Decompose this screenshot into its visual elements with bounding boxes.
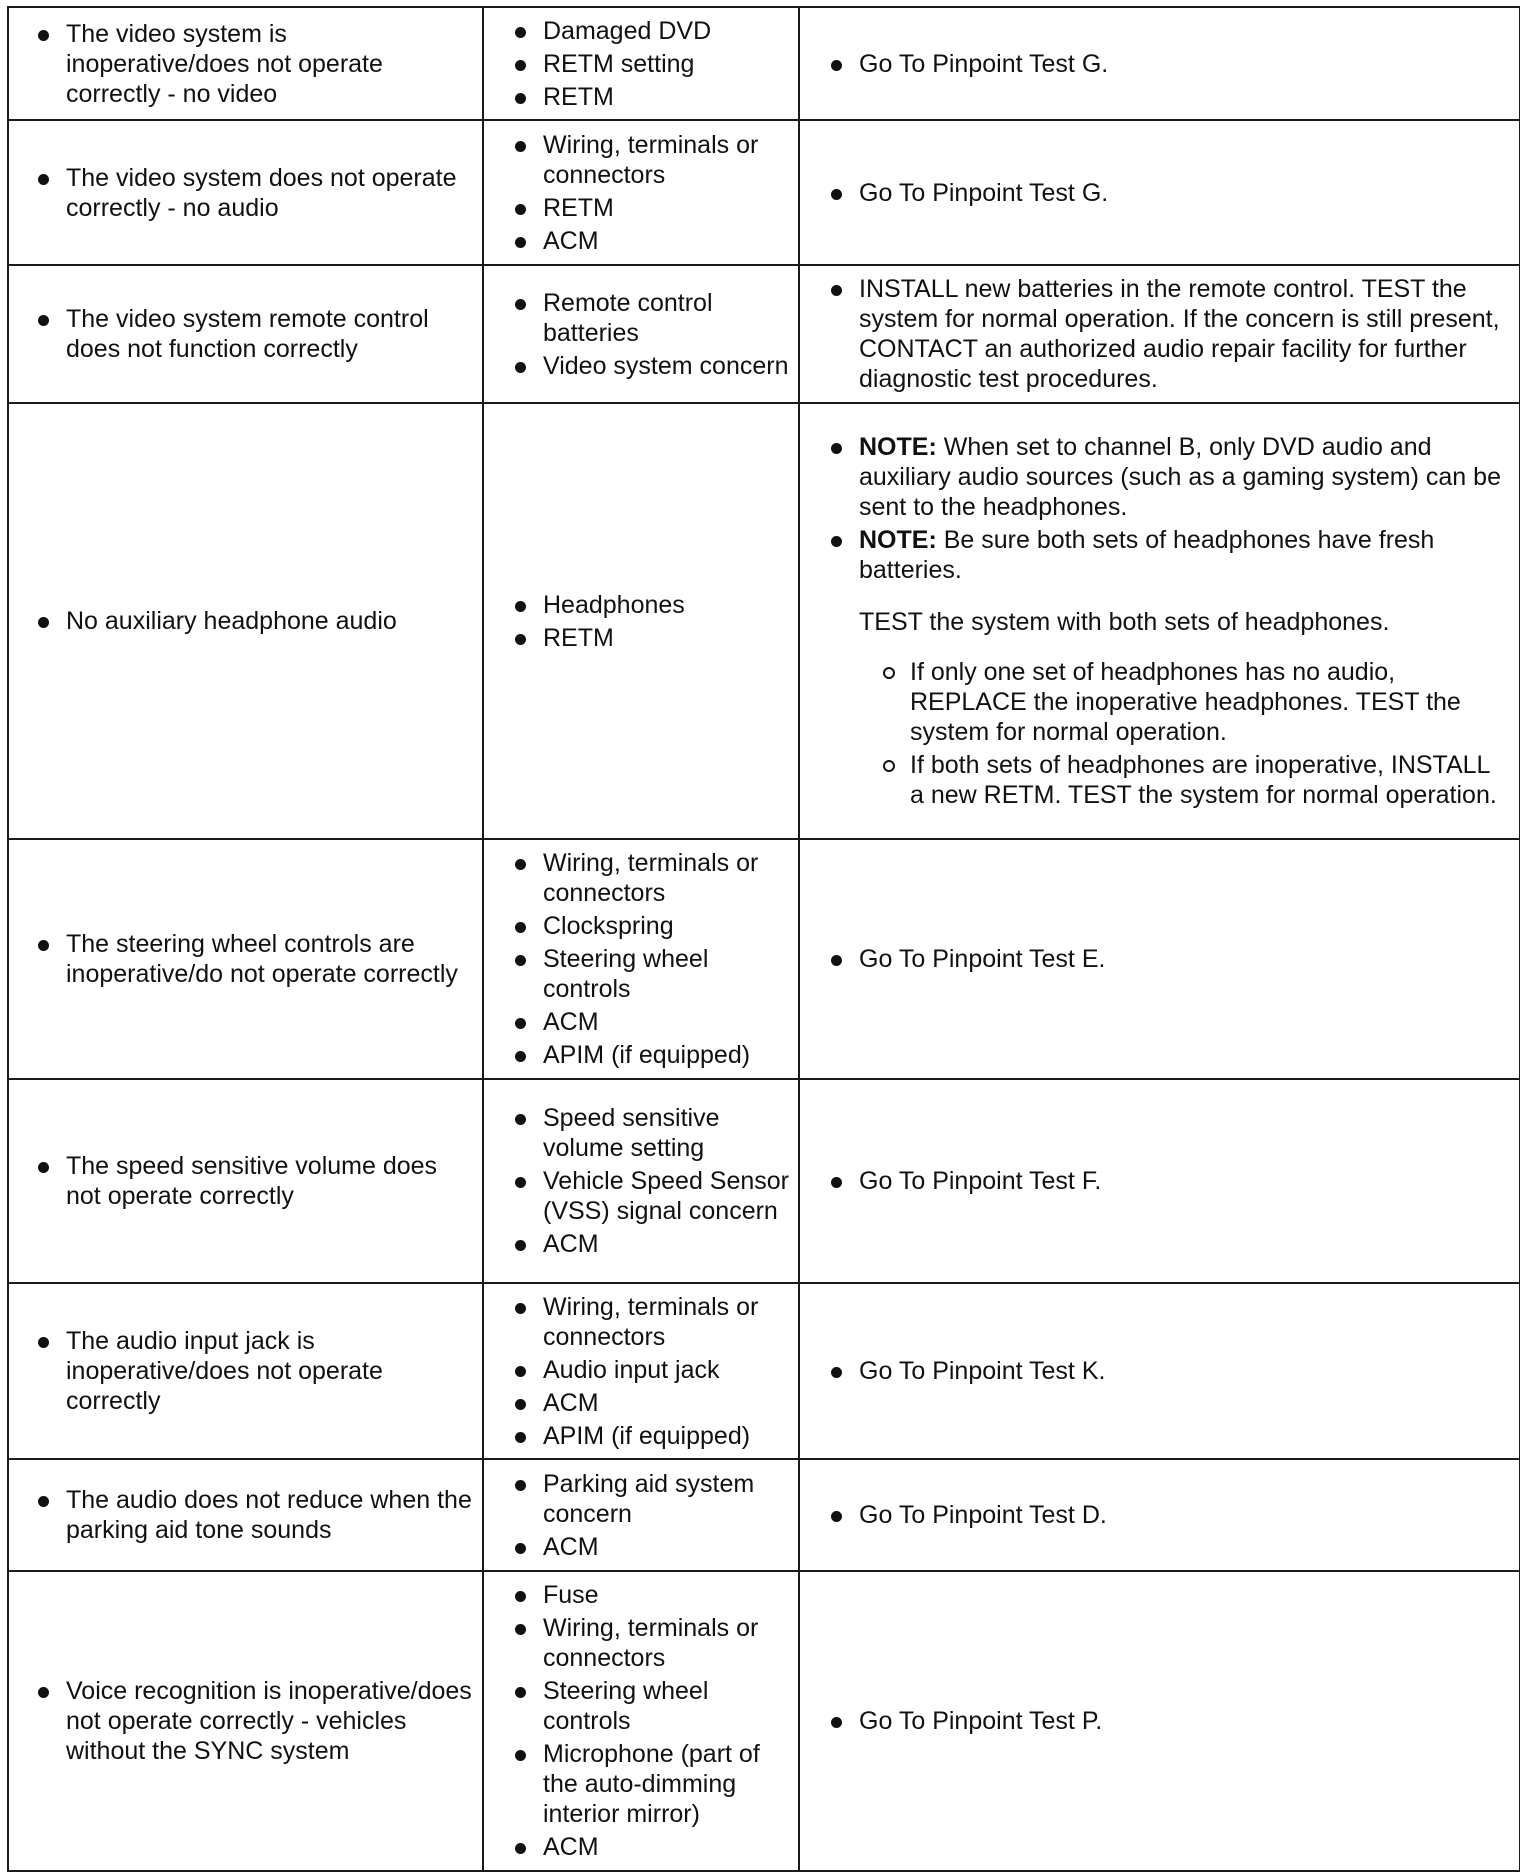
note-label: NOTE: (859, 526, 937, 554)
symptom-text: Voice recognition is inoperative/does not operate correctly - vehicles without the SYNC system (66, 1676, 476, 1766)
cause-item: Speed sensitive volume setting (543, 1103, 792, 1163)
cause-item: Wiring, terminals or connectors (543, 848, 792, 908)
symptom-text: The audio does not reduce when the parking aid tone sounds (66, 1485, 476, 1545)
symptom-cell (8, 120, 483, 265)
cause-item: Parking aid system concern (543, 1469, 792, 1529)
symptom-text: The audio input jack is inoperative/does not operate correctly (66, 1326, 476, 1416)
action-text: Go To Pinpoint Test F. (859, 1166, 1509, 1196)
cause-item: Video system concern (543, 351, 792, 381)
action-cell (799, 265, 1520, 403)
table-row (8, 403, 1520, 839)
note-text: When set to channel B, only DVD audio and auxiliary audio sources (such as a gaming system) can be sent to the headphones. (859, 433, 1501, 521)
causes-cell (483, 265, 799, 403)
cause-item: Wiring, terminals or connectors (543, 1613, 792, 1673)
cause-item: ACM (543, 1388, 792, 1418)
symptom-cell (8, 1571, 483, 1871)
sub-action-item: If both sets of headphones are inoperative, INSTALL a new RETM. TEST the system for normal operation. (910, 750, 1499, 810)
cause-item: ACM (543, 1832, 792, 1862)
table-row (8, 120, 1520, 265)
cause-item: Damaged DVD (543, 16, 792, 46)
note-item (859, 432, 1509, 522)
cause-item: Microphone (part of the auto-dimming interior mirror) (543, 1739, 792, 1829)
symptom-cell (8, 265, 483, 403)
note-text: Be sure both sets of headphones have fresh batteries. (859, 526, 1435, 584)
table-row (8, 1571, 1520, 1871)
table-row (8, 1459, 1520, 1571)
cause-item: Remote control batteries (543, 288, 792, 348)
symptom-chart-table (7, 6, 1520, 1872)
cause-item: RETM (543, 623, 792, 653)
table-row (8, 1079, 1520, 1283)
cause-item: RETM (543, 82, 792, 112)
cause-item: Clockspring (543, 911, 792, 941)
sub-action-item: If only one set of headphones has no audio, REPLACE the inoperative headphones. TEST the system for normal operation. (910, 657, 1499, 747)
cause-item: RETM (543, 193, 792, 223)
cause-item: Wiring, terminals or connectors (543, 130, 792, 190)
causes-cell (483, 403, 799, 839)
cause-item: ACM (543, 1229, 792, 1259)
symptom-cell (8, 1459, 483, 1571)
cause-item: APIM (if equipped) (543, 1040, 792, 1070)
action-cell (799, 1079, 1520, 1283)
cause-item: Fuse (543, 1580, 792, 1610)
table-row (8, 265, 1520, 403)
causes-cell (483, 1571, 799, 1871)
cause-item: ACM (543, 1007, 792, 1037)
symptom-cell (8, 7, 483, 120)
action-text: Go To Pinpoint Test G. (859, 178, 1509, 208)
action-cell (799, 1283, 1520, 1459)
cause-item: Headphones (543, 590, 792, 620)
table-row (8, 7, 1520, 120)
cause-item: Steering wheel controls (543, 944, 792, 1004)
cause-item: ACM (543, 226, 792, 256)
cause-item: Audio input jack (543, 1355, 792, 1385)
causes-cell (483, 1283, 799, 1459)
note-item (859, 525, 1509, 585)
causes-cell (483, 839, 799, 1079)
symptom-text: The video system is inoperative/does not operate correctly - no video (66, 19, 476, 109)
cause-item: APIM (if equipped) (543, 1421, 792, 1451)
causes-cell (483, 1459, 799, 1571)
causes-cell (483, 7, 799, 120)
table-row (8, 1283, 1520, 1459)
symptom-text: No auxiliary headphone audio (66, 606, 476, 636)
symptom-text: The video system remote control does not function correctly (66, 304, 476, 364)
cause-item: Wiring, terminals or connectors (543, 1292, 792, 1352)
symptom-text: The video system does not operate correctly - no audio (66, 163, 476, 223)
symptom-text: The steering wheel controls are inoperative/do not operate correctly (66, 929, 476, 989)
test-instruction: TEST the system with both sets of headphones. If only one set of headphones has no audio, REPLACE the inoperative headphones. TEST the system for normal operation. If both sets of headphones are inoperative, INSTALL a new RETM. TEST the system for normal operation. (859, 607, 1509, 810)
action-text: Go To Pinpoint Test D. (859, 1500, 1509, 1530)
symptom-text: The speed sensitive volume does not operate correctly (66, 1151, 476, 1211)
note-label: NOTE: (859, 433, 937, 461)
causes-cell (483, 120, 799, 265)
action-text: INSTALL new batteries in the remote control. TEST the system for normal operation. If the concern is still present, CONTACT an authorized audio repair facility for further diagnostic test procedures. (859, 274, 1509, 394)
sub-action-list (859, 657, 1509, 810)
cause-item: ACM (543, 1532, 792, 1562)
action-text: Go To Pinpoint Test P. (859, 1706, 1509, 1736)
symptom-cell (8, 1283, 483, 1459)
action-text: Go To Pinpoint Test K. (859, 1356, 1509, 1386)
action-cell (799, 120, 1520, 265)
cause-item: RETM setting (543, 49, 792, 79)
action-cell (799, 839, 1520, 1079)
table-row (8, 839, 1520, 1079)
symptom-cell (8, 403, 483, 839)
symptom-cell (8, 1079, 483, 1283)
symptom-cell (8, 839, 483, 1079)
action-text: Go To Pinpoint Test E. (859, 944, 1509, 974)
cause-item: Vehicle Speed Sensor (VSS) signal concern (543, 1166, 792, 1226)
action-text: Go To Pinpoint Test G. (859, 49, 1509, 79)
action-cell (799, 1459, 1520, 1571)
action-cell (799, 7, 1520, 120)
causes-cell (483, 1079, 799, 1283)
action-cell (799, 1571, 1520, 1871)
action-cell (799, 403, 1520, 839)
cause-item: Steering wheel controls (543, 1676, 792, 1736)
